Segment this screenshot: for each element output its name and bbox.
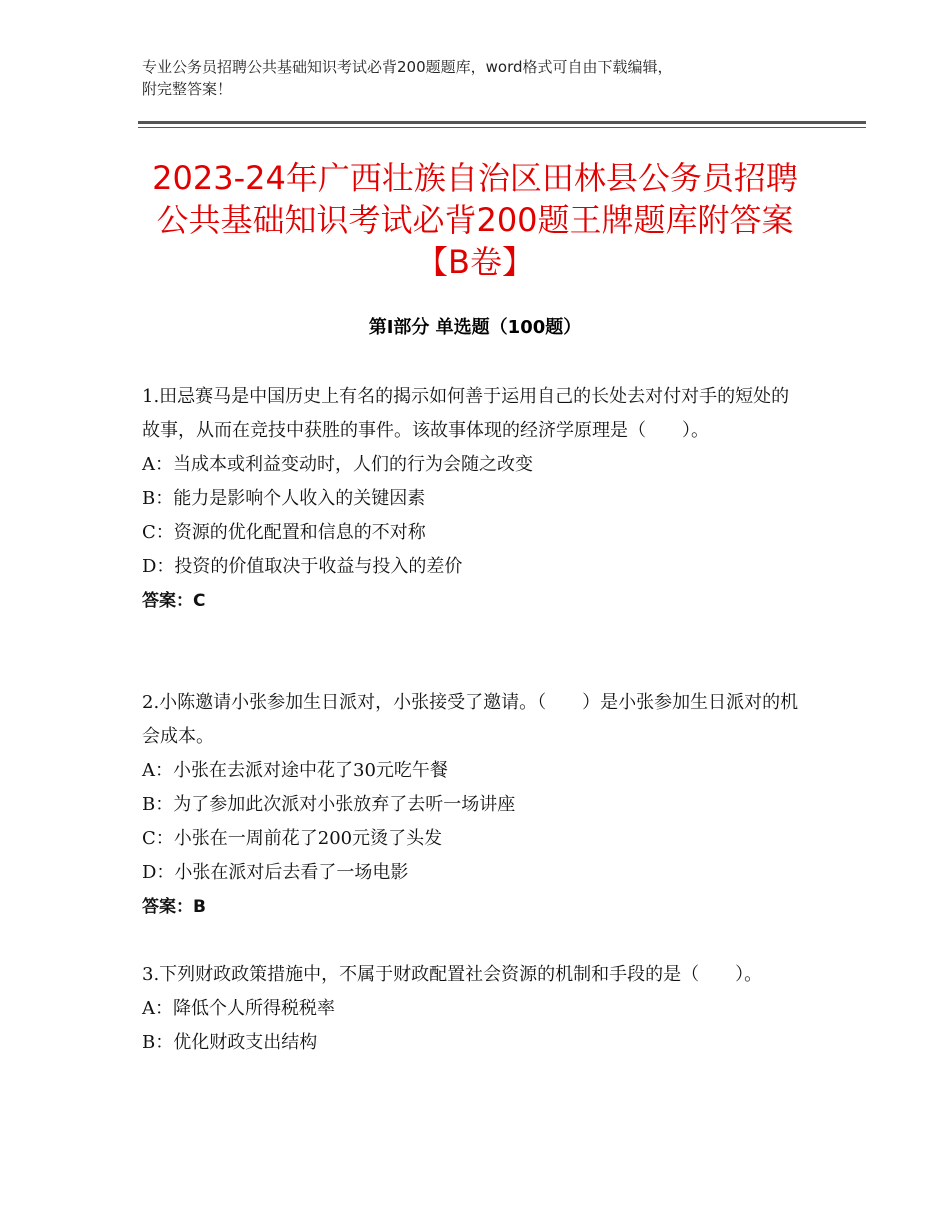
option-a: A：当成本或利益变动时，人们的行为会随之改变 bbox=[142, 454, 533, 475]
header-note bbox=[142, 56, 822, 100]
option-c: C：资源的优化配置和信息的不对称 bbox=[142, 522, 426, 543]
option-d: D：小张在派对后去看了一场电影 bbox=[142, 862, 409, 883]
question-3 bbox=[142, 958, 802, 1060]
question-2 bbox=[142, 686, 802, 924]
question-stem: 2.小陈邀请小张参加生日派对，小张接受了邀请。（ ）是小张参加生日派对的机会成本。 bbox=[142, 692, 799, 747]
option-b: B：能力是影响个人收入的关键因素 bbox=[142, 488, 426, 509]
answer: 答案：C bbox=[142, 591, 206, 611]
answer: 答案：B bbox=[142, 897, 206, 917]
header-rule-thick bbox=[138, 121, 866, 124]
option-d: D：投资的价值取决于收益与投入的差价 bbox=[142, 556, 463, 577]
question-stem: 1.田忌赛马是中国历史上有名的揭示如何善于运用自己的长处去对付对手的短处的故事，从而在竞技中获胜的事件。该故事体现的经济学原理是（ ）。 bbox=[142, 386, 790, 441]
header-rule-thin bbox=[138, 127, 866, 128]
option-c: C：小张在一周前花了200元烫了头发 bbox=[142, 828, 443, 849]
section-heading: 第Ⅰ部分 单选题（100题） bbox=[368, 317, 582, 338]
document-title: 2023-24年广西壮族自治区田林县公务员招聘公共基础知识考试必背200题王牌题库附答案【B卷】 bbox=[152, 159, 798, 281]
header-note-line-2: 附完整答案！ bbox=[142, 80, 233, 98]
question-1 bbox=[142, 380, 802, 618]
option-a: A：降低个人所得税税率 bbox=[142, 998, 335, 1019]
option-b: B：优化财政支出结构 bbox=[142, 1032, 318, 1053]
header-note-line-1: 专业公务员招聘公共基础知识考试必背200题题库，word格式可自由下载编辑， bbox=[142, 58, 673, 76]
question-stem: 3.下列财政政策措施中，不属于财政配置社会资源的机制和手段的是（ ）。 bbox=[142, 964, 763, 985]
option-b: B：为了参加此次派对小张放弃了去听一场讲座 bbox=[142, 794, 516, 815]
option-a: A：小张在去派对途中花了30元吃午餐 bbox=[142, 760, 448, 781]
